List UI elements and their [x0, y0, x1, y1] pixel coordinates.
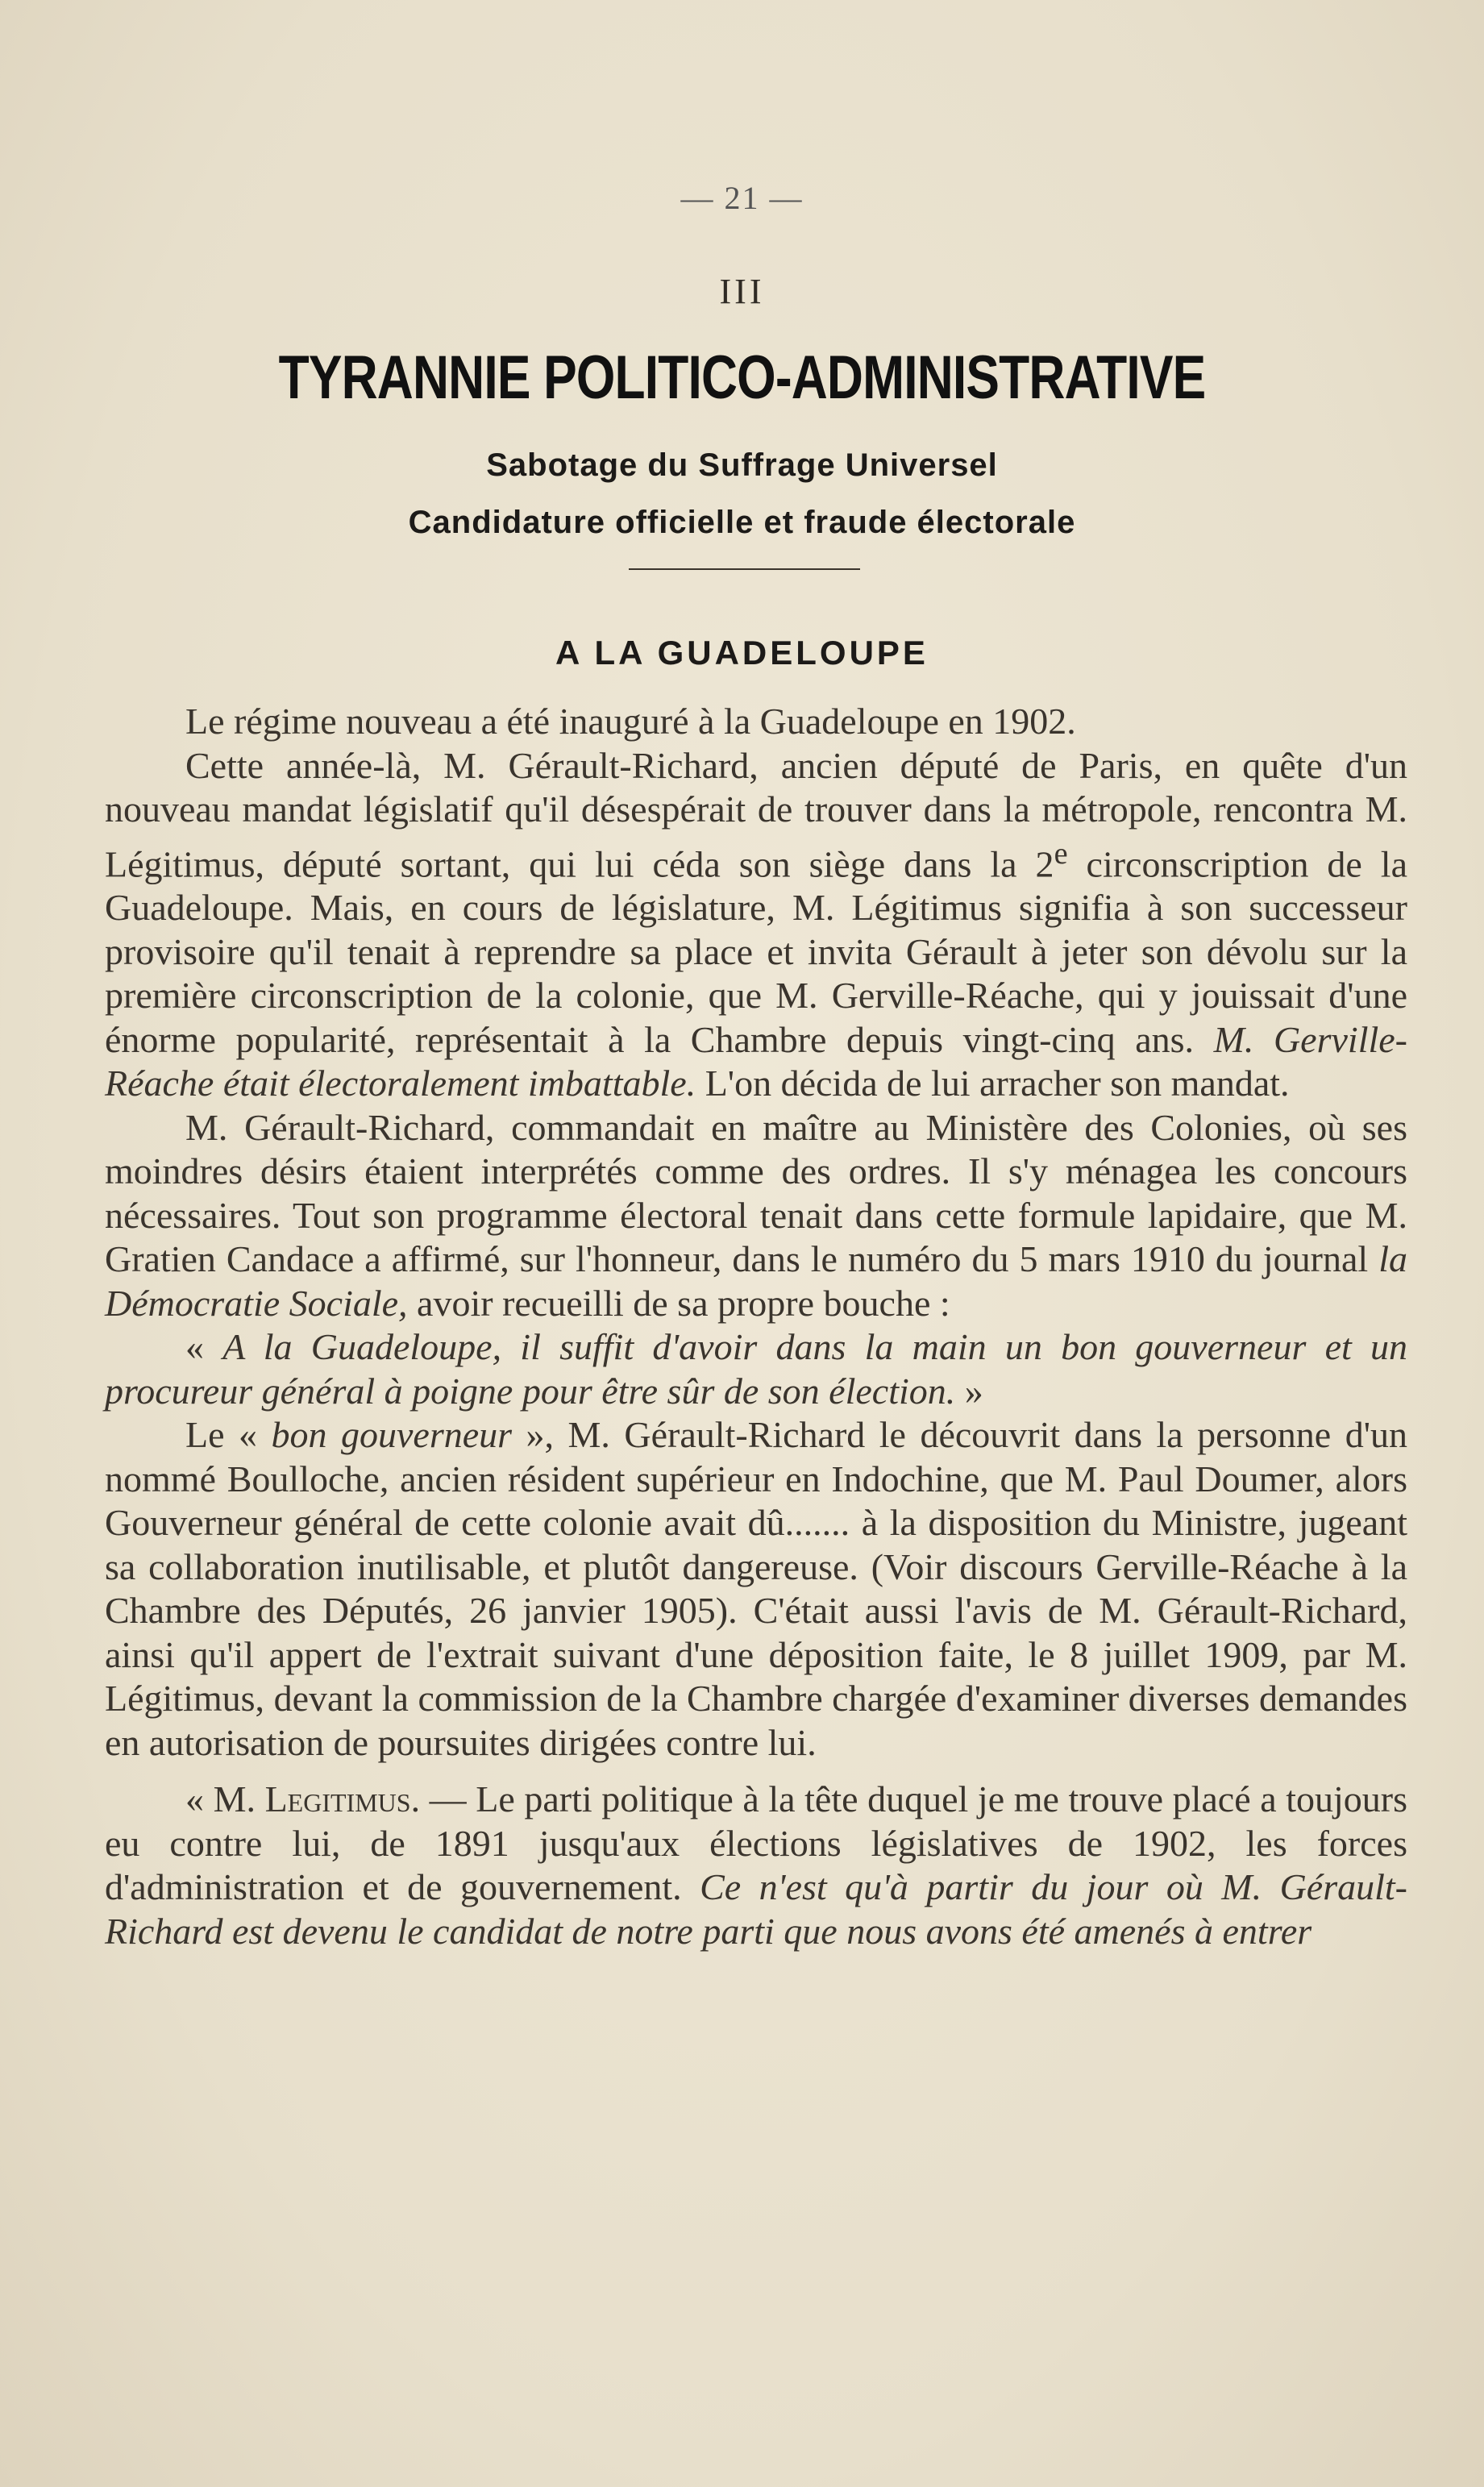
chapter-subtitle-2: Candidature officielle et fraude électorale [408, 505, 1076, 540]
paragraph-2-emphasis: M. Gerville-Réache était électoralement imbattable. [105, 1018, 1407, 1104]
quote-open: « [185, 1326, 223, 1368]
paragraph-5-text-b: », M. Gérault-Richard le découvrit dans la personne d'un nommé Boulloche, ancien résident supérieur en Indochine, que M. Paul Doumer, alors Gouverneur général de cette colonie avait dû....... à la disposition du Ministre, jugeant sa collaboration inutilisable, et plutôt dangereuse. (Voir discours Gerville-Réache à la Chambre des Députés, 26 janvier 1905). C'était aussi l'avis de M. Gérault-Richard, ainsi qu'il appert de l'extrait suivant d'une déposition faite, le 8 juillet 1909, par M. Légitimus, devant la commission de la Chambre chargée d'examiner diverses demandes en autorisation de poursuites dirigées contre lui. [105, 1414, 1407, 1763]
paragraph-2 [105, 744, 1407, 1106]
testimony-open: « M. [185, 1778, 265, 1820]
paragraph-2-text-b: circonscription de la Guadeloupe. Mais, en cours de législature, M. Légitimus signifia à son successeur provisoire qu'il tenait à reprendre sa place et invita Gérault à jeter son dévolu sur la première circonscription de la colonie, que M. Gerville-Réache, qui y jouissait d'une énorme popularité, représentait à la Chambre depuis vingt-cinq ans. [105, 842, 1408, 1060]
paragraph-1 [105, 700, 1407, 744]
paragraph-2-text-a: Cette année-là, M. Gérault-Richard, ancien député de Paris, en quête d'un nouveau mandat législatif qu'il désespérait de trouver dans la métropole, rencontra M. Légitimus, député sortant, qui lui céda son siège dans la 2 [105, 744, 1407, 884]
paragraph-6-testimony [105, 1778, 1407, 1953]
section-heading: A LA GUADELOUPE [555, 634, 929, 672]
body-text [105, 700, 1407, 1953]
chapter-subtitle-1: Sabotage du Suffrage Universel [486, 447, 998, 483]
paragraph-3-text-b: avoir recueilli de sa propre bouche : [407, 1282, 950, 1324]
paragraph-4-quote [105, 1325, 1407, 1413]
paragraph-3 [105, 1106, 1407, 1326]
superscript-e: e [1054, 836, 1068, 871]
chapter-number: III [719, 272, 765, 311]
chapter-title: TYRANNIE POLITICO-ADMINISTRATIVE [278, 343, 1206, 412]
paragraph-5-text-a: Le « [185, 1414, 272, 1456]
divider-rule [629, 568, 860, 570]
paragraph-3-text-a: M. Gérault-Richard, commandait en maître au Ministère des Colonies, où ses moindres désirs étaient interprétés comme des ordres. Il s'y ménagea les concours nécessaires. Tout son programme électoral tenait dans cette formule lapidaire, que M. Gratien Candace a affirmé, sur l'honneur, dans le numéro du 5 mars 1910 du journal [105, 1106, 1407, 1280]
paragraph-2-text-c: L'on décida de lui arracher son mandat. [696, 1063, 1290, 1104]
quote-text: A la Guadeloupe, il suffit d'avoir dans la main un bon gouverneur et un procureur général à poigne pour être sûr de son élection. [105, 1326, 1407, 1412]
paragraph-1-text: Le régime nouveau a été inauguré à la Guadeloupe en 1902. [185, 701, 1076, 742]
paragraph-5 [105, 1413, 1407, 1765]
paragraph-5-emphasis: bon gouverneur [271, 1414, 513, 1456]
paragraph-6-text: . — Le parti politique à la tête duquel je me trouve placé a toujours eu contre lui, de 1891 jusqu'aux élections législatives de 1902, les forces d'administration et de gouvernement. [105, 1778, 1407, 1908]
paragraph-6-emphasis: Ce n'est qu'à partir du jour où M. Gérault-Richard est devenu le candidat de notre parti que nous avons été amenés à entrer [105, 1866, 1407, 1952]
quote-close: » [955, 1370, 983, 1412]
page-number: — 21 — [680, 180, 804, 216]
speaker-name: Legitimus [264, 1778, 411, 1820]
journal-name: la Démocratie Sociale, [105, 1238, 1407, 1324]
